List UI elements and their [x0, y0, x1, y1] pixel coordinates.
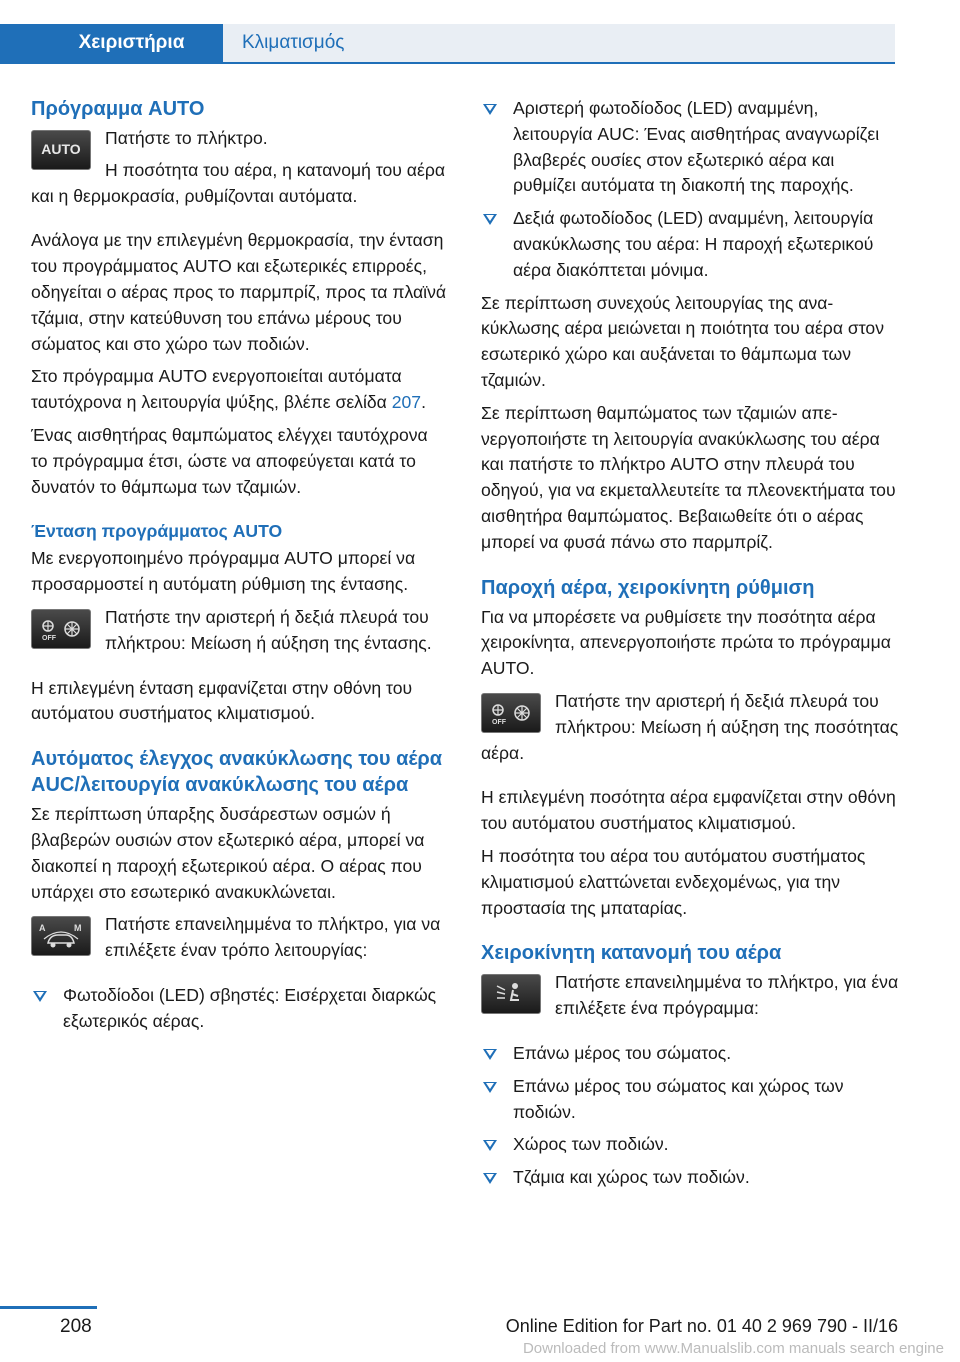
page-number: 208 — [60, 1316, 92, 1337]
svg-text:M: M — [74, 923, 82, 934]
fan-off-key-icon — [481, 693, 541, 733]
bullet-arrow-icon — [483, 1049, 497, 1060]
tab-controls: Χειριστήρια — [0, 24, 223, 62]
bullet-arrow-icon — [483, 1173, 497, 1184]
list-item: Επάνω μέρος του σώματος και χώρος των ποδιών. — [481, 1074, 899, 1126]
distribution-options-list — [481, 1041, 899, 1191]
left-column — [31, 96, 449, 1042]
battery-paragraph: Η ποσότητα του αέρα του αυτόματου συστήματος κλιματισμού ελαττώνεται ενδεχομένως, για την προστασία της μπαταρίας. — [481, 845, 866, 918]
distribution-press-text: Πατήστε επανειλημμένα το πλήκτρο, για ένα επιλέξετε ένα πρόγραμμα: — [555, 972, 899, 1019]
bullet-arrow-icon — [483, 1140, 497, 1151]
tab-climate: Κλιματισμός — [223, 24, 895, 62]
intensity-paragraph: Με ενεργοποιημένο πρόγραμμα AUTO μπορεί να προσαρμοστεί η αυτόματη ρύθμιση της έντασης. — [31, 548, 416, 595]
auto-key-paragraph — [31, 126, 449, 209]
auc-paragraph: Σε περίπτωση ύπαρξης δυσάρεστων οσμών ή βλαβερών ουσιών στον εξωτερικό αέρα, μπορεί να διακοπεί η παροχή εξωτερικού αέρα. Ο αέρας που υπάρχει στο εσωτερικό ανακυκλώνεται. — [31, 804, 425, 902]
heading-auc: Αυτόματος έλεγχος ανακύκλωσης του αέρα AUC/λειτουργία ανακύκλωσης του αέρα — [31, 748, 443, 797]
svg-text:OFF: OFF — [492, 718, 506, 726]
recirculation-key-icon — [31, 916, 91, 956]
auto-key-icon: AUTO — [31, 130, 91, 170]
auc-press-text: Πατήστε επανειλημμένα το πλήκτρο, για να επιλέξετε έναν τρόπο λειτουργίας: — [105, 914, 441, 961]
fan-off-key-icon — [31, 609, 91, 649]
page-reference-link[interactable]: 207 — [391, 392, 422, 413]
footer-divider — [0, 1306, 97, 1309]
manual-display-paragraph: Η επιλεγμένη ποσότητα αέρα εμφανίζεται στην οθόνη του αυτόματου συστήματος κλιματισμού. — [481, 787, 896, 834]
list-item: Αριστερή φωτοδίοδος (LED) αναμμένη, λειτουργία AUC: Ένας αισθητήρας αναγνωρίζει βλαβερές ουσίες στον εξωτερικό αέρα και ρυθμίζει αυτόματα τη διακοπή της παροχής. — [481, 96, 899, 199]
list-item: Φωτοδίοδοι (LED) σβηστές: Εισέρχεται διαρκώς εξωτερικός αέρας. — [31, 983, 449, 1035]
manual-key-paragraph — [481, 689, 899, 766]
list-item: Δεξιά φωτοδίοδος (LED) αναμμένη, λειτουργία ανακύκλωσης του αέρα: Η παροχή εξωτερικού αέρα διακόπτεται μόνιμα. — [481, 206, 899, 283]
svg-text:OFF: OFF — [42, 634, 56, 642]
auto-paragraph-2: Στο πρόγραμμα AUTO ενεργοποιείται αυτόματα ταυτόχρονα η λειτουργία ψύξης, βλέπε σελίδα 207. — [31, 366, 426, 413]
auc-mode-list — [31, 983, 449, 1035]
manual-air-paragraph: Για να μπορέσετε να ρυθμίσετε την ποσότητα αέρα χειροκίνητα, απενεργοποιήστε πρώτα το πρόγραμμα AUTO. — [481, 606, 891, 679]
air-distribution-key-icon — [481, 974, 541, 1014]
heading-distribution: Χειροκίνητη κατανομή του αέρα — [481, 942, 782, 965]
auto-paragraph-3: Ένας αισθητήρας θαμπώματος ελέγχει ταυτόχρονα το πρόγραμμα έτσι, ώστε να αποφεύγεται κατά το δυνατόν το θάμπωμα των τζαμιών. — [31, 424, 428, 497]
heading-manual-air: Παροχή αέρα, χειροκίνητη ρύθμιση — [481, 576, 815, 599]
edition-note: Online Edition for Part no. 01 40 2 969 790 - II/16 — [505, 1316, 898, 1336]
recirculation-paragraph-1: Σε περίπτωση συνεχούς λειτουργίας της ανακύκλωσης αέρα μειώνεται η ποιότητα του αέρα στον εσωτερικό χώρο και αυξάνεται το θάμπωμα των τζαμιών. — [481, 292, 885, 390]
auc-mode-list-continued — [481, 96, 899, 284]
list-item: Τζάμια και χώρος των ποδιών. — [481, 1165, 899, 1191]
right-column — [481, 96, 899, 1198]
source-watermark: Downloaded from www.Manualslib.com manuals search engine — [522, 1340, 944, 1357]
intensity-press-text: Πατήστε την αριστερή ή δεξιά πλευρά του πλήκτρου: Μείωση ή αύξηση της έντασης. — [105, 606, 432, 653]
intensity-display-paragraph: Η επιλεγμένη ένταση εμφανίζεται στην οθόνη του αυτόματου συστήματος κλιματισμού. — [31, 677, 413, 724]
list-item: Επάνω μέρος του σώματος. — [481, 1041, 899, 1067]
heading-auto-program: Πρόγραμμα AUTO — [31, 98, 205, 120]
heading-auto-intensity: Ένταση προγράμματος AUTO — [31, 521, 283, 542]
bullet-arrow-icon — [483, 104, 497, 115]
list-item: Χώρος των ποδιών. — [481, 1132, 899, 1158]
auto-press-text: Πατήστε το πλήκτρο. — [105, 128, 268, 148]
auc-key-paragraph — [31, 912, 449, 964]
bullet-arrow-icon — [483, 1082, 497, 1093]
bullet-arrow-icon — [483, 214, 497, 225]
distribution-key-paragraph — [481, 970, 899, 1022]
auto-paragraph-1: Ανάλογα με την επιλεγμένη θερμοκρασία, την ένταση του προγράμματος AUTO και εξωτερικές επιρροές, οδηγείται ο αέρας προς το παρμπρίζ, προς τα πλαϊνά τζάμια, στην κατεύθυνση του επάνω μέρους του σώματος και στο χώρο των ποδιών. — [31, 230, 447, 354]
manual-press-text: Πατήστε την αριστερή ή δεξιά πλευρά του πλήκτρου: Μείωση ή αύξηση της ποσότητας αέρα. — [481, 690, 899, 763]
intensity-key-paragraph — [31, 605, 449, 657]
auto-desc-text: Η ποσότητα του αέρα, η κατανομή του αέρα και η θερμοκρασία, ρυθμίζονται αυτόματα. — [31, 159, 446, 206]
bullet-arrow-icon — [33, 991, 47, 1002]
page-header — [0, 0, 960, 64]
header-divider — [0, 62, 895, 64]
recirculation-paragraph-2: Σε περίπτωση θαμπώματος των τζαμιών απενεργοποιήστε τη λειτουργία ανακύκλωσης του αέρα και πατήστε το πλήκτρο AUTO στην πλευρά του οδηγού, για να εκμεταλλευτείτε τα πλεονεκτήματα του αισθητήρα θαμπώματος. Βεβαιωθείτε ότι ο αέρας μπορεί να φυσά πάνω στο παρμπρίζ. — [481, 402, 896, 552]
svg-text:A: A — [39, 923, 46, 934]
